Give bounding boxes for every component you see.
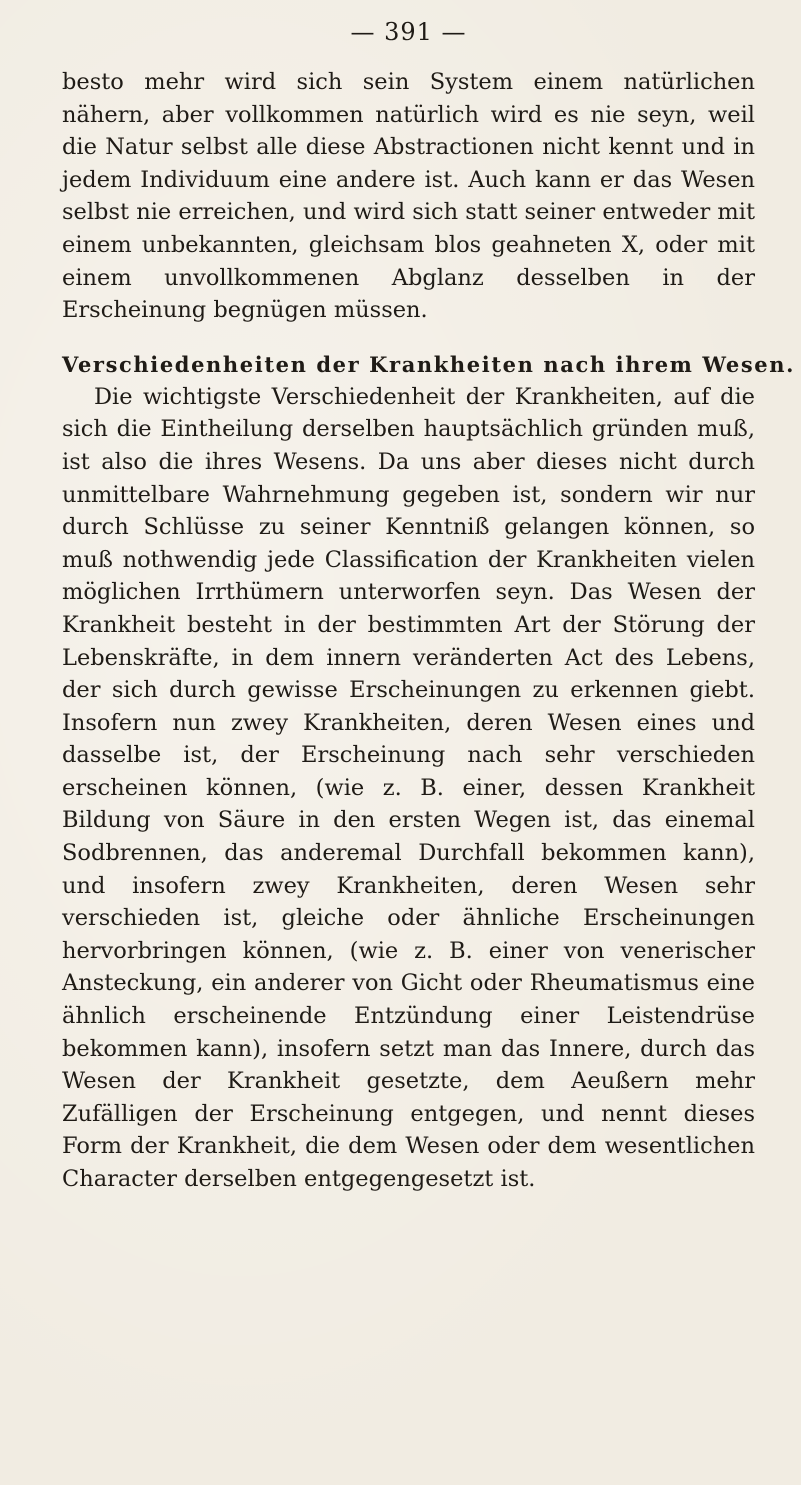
section-heading: Verschiedenheiten der Krankheiten nach ihrem Wesen. <box>62 351 796 377</box>
paragraph-continuation <box>62 66 755 327</box>
paragraph-text: Die wichtigste Verschiedenheit der Krankheiten, auf die sich die Eintheilung derselben hauptsächlich gründen muß, ist also die ihres Wesens. Da uns aber dieses nicht durch unmittelbare Wahrnehmung gegeben ist, sondern wir nur durch Schlüsse zu seiner Kenntniß gelangen können, so muß nothwendig jede Classification der Krankheiten vielen möglichen Irrthümern unterworfen seyn. Das Wesen der Krankheit besteht in der bestimmten Art der Störung der Lebenskräfte, in dem innern veränderten Act des Lebens, der sich durch gewisse Erscheinungen zu erkennen giebt. Insofern nun zwey Krankheiten, deren Wesen eines und dasselbe ist, der Erscheinung nach sehr verschieden erscheinen können, (wie z. B. einer, dessen Krankheit Bildung von Säure in den ersten Wegen ist, das einemal Sodbrennen, das anderemal Durchfall bekommen kann), und insofern zwey Krankheiten, deren Wesen sehr verschieden ist, gleiche oder ähnliche Erscheinungen hervorbringen können, (wie z. B. einer von venerischer Ansteckung, ein anderer von Gicht oder Rheumatismus eine ähnlich erscheinende Entzündung einer Leistendrüse bekommen kann), insofern setzt man das Innere, durch das Wesen der Krankheit gesetzte, dem Aeußern mehr Zufälligen der Erscheinung entgegen, und nennt dieses Form der Krankheit, die dem Wesen oder dem wesentlichen Character derselben entgegengesetzt ist. <box>62 383 755 1192</box>
page-number: — 391 — <box>350 18 467 46</box>
paragraph-main <box>62 381 755 1196</box>
paragraph-text: besto mehr wird sich sein System einem natürlichen nähern, aber vollkommen natürlich wird es nie seyn, weil die Natur selbst alle diese Abstractionen nicht kennt und in jedem Individuum eine andere ist. Auch kann er das Wesen selbst nie erreichen, und wird sich statt seiner entweder mit einem unbekannten, gleichsam blos geahneten X, oder mit einem unvollkommenen Abglanz desselben in der Erscheinung begnügen müssen. <box>62 69 755 324</box>
